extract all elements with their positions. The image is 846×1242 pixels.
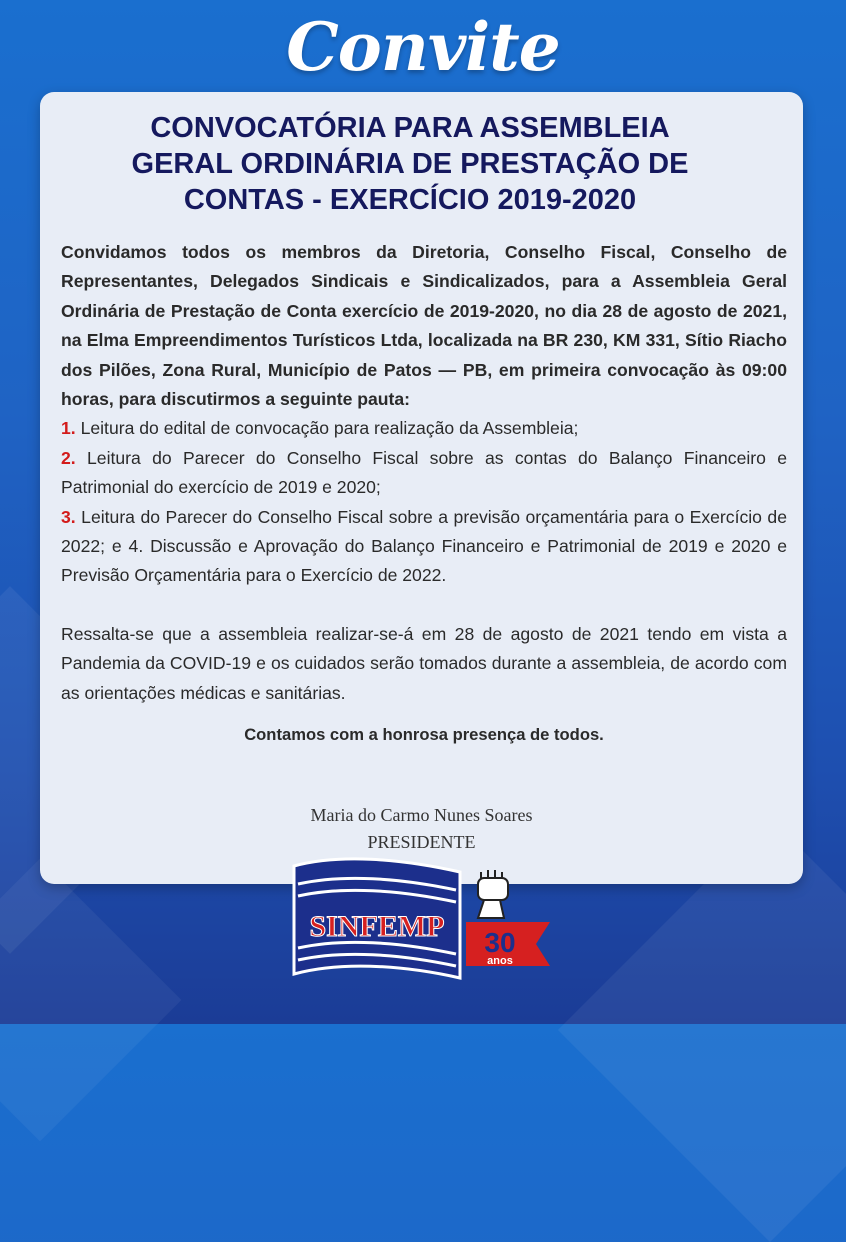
invitation-card: [40, 92, 803, 884]
intro-paragraph: Convidamos todos os membros da Diretoria, Conselho Fiscal, Conselho de Representantes, Delegados Sindicais e Sindicalizados, para a Assembleia Geral Ordinária de Prestação de Conta exercício de 2019-2020, no dia 28 de agosto de 2021, na Elma Empreendimentos Turísticos Ltda, localizada na BR 230, KM 331, Sítio Riacho dos Pilões, Zona Rural, Município de Patos — PB, em primeira convocação às 09:00 horas, para discutirmos a seguinte pauta:: [61, 242, 787, 410]
agenda-item: [61, 503, 787, 591]
agenda-item: [61, 444, 787, 503]
document-title-line: GERAL ORDINÁRIA DE PRESTAÇÃO DE: [131, 148, 689, 180]
logo-wordmark: SINFEMP: [309, 910, 445, 943]
agenda-item-number: 3.: [61, 506, 76, 527]
document-title-line: CONTAS - EXERCÍCIO 2019-2020: [183, 184, 637, 216]
paragraph-spacer: [61, 591, 787, 620]
note-paragraph: Ressalta-se que a assembleia realizar-se-á em 28 de agosto de 2021 tendo em vista a Pandemia da COVID-19 e os cuidados serão tomados durante a assembleia, de acordo com as orientações médicas e sanitárias.: [61, 623, 787, 703]
agenda-item: [61, 414, 787, 443]
agenda-item-number: 1.: [61, 418, 76, 439]
raised-fist-icon: [478, 870, 508, 918]
closing-line: Contamos com a honrosa presença de todos.: [244, 725, 604, 745]
anniversary-label: anos: [487, 955, 513, 967]
signature-role: PRESIDENTE: [367, 832, 476, 852]
signature-name: Maria do Carmo Nunes Soares: [310, 805, 533, 825]
agenda-item-text: Leitura do edital de convocação para realização da Assembleia;: [80, 418, 579, 439]
agenda-item-text: Leitura do Parecer do Conselho Fiscal sobre a previsão orçamentária para o Exercício de 2022; e 4. Discussão e Aprovação do Balanço Financeiro e Patrimonial de 2019 e 2020 e Previsão Orçamentária para o Exercício de 2022.: [61, 506, 787, 586]
sinfemp-logo: [288, 856, 554, 984]
document-title: [80, 110, 740, 218]
page-header-title: Convite: [286, 8, 560, 86]
anniversary-number: 30: [484, 927, 516, 958]
agenda-item-text: Leitura do Parecer do Conselho Fiscal sobre as contas do Balanço Financeiro e Patrimonial do exercício de 2019 e 2020;: [61, 447, 787, 498]
background-decoration: [0, 859, 181, 1142]
document-body: [61, 238, 787, 750]
document-title-line: CONVOCATÓRIA PARA ASSEMBLEIA: [150, 112, 670, 144]
agenda-item-number: 2.: [61, 447, 76, 468]
